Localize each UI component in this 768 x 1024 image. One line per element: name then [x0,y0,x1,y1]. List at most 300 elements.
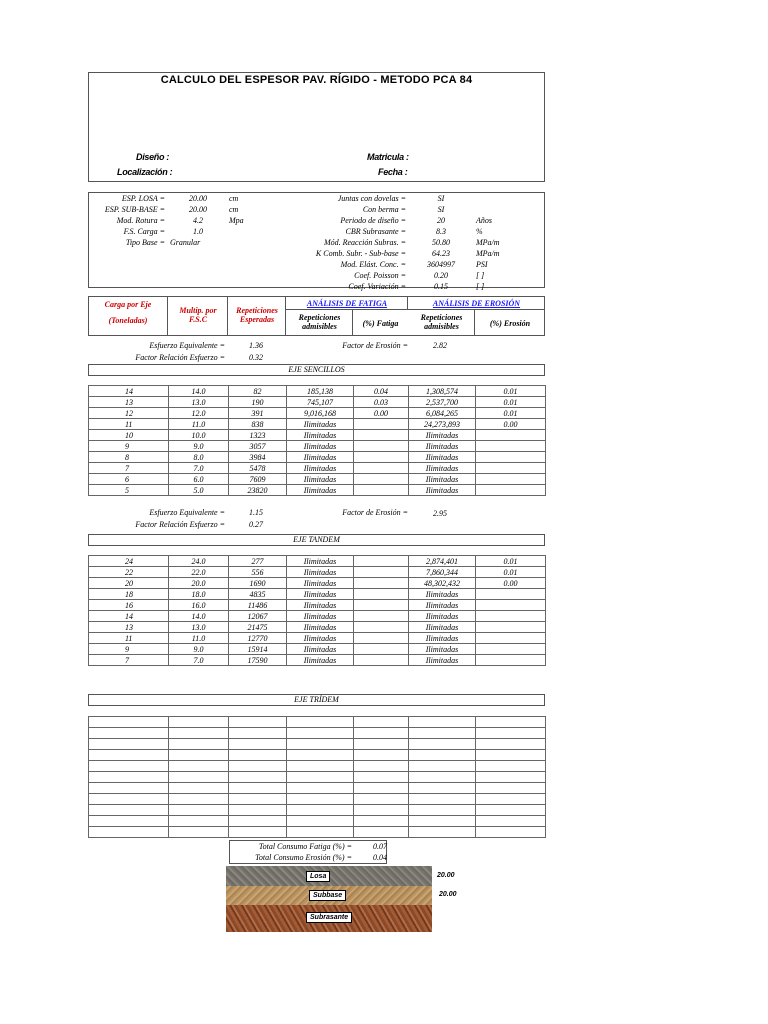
table-cell [409,739,476,750]
table-row [89,728,546,739]
table-cell: 82 [229,386,287,397]
table-cell: 13.0 [169,622,229,633]
table-cell [89,794,169,805]
param-right-unit: [ ] [476,271,485,280]
table-cell: 7 [89,463,169,474]
table-cell [169,772,229,783]
param-right-label: Periodo de diseño = [340,216,406,225]
table-cell: 24 [89,556,169,567]
table-cell [354,772,409,783]
table-cell: 556 [229,567,287,578]
param-right-label: K Comb. Subr. - Sub-base = [315,249,406,258]
table-cell: 0.04 [354,386,409,397]
table-cell: 6 [89,474,169,485]
tandem-esfuerzo-value: 1.15 [249,508,263,517]
table-row [89,611,546,622]
table-cell: Ilimitadas [287,452,354,463]
param-left-unit [229,226,259,237]
table-cell [354,644,409,655]
table-cell: 16.0 [169,600,229,611]
table-cell [169,761,229,772]
table-cell: Ilimitadas [409,600,476,611]
table-cell: 7,860,344 [409,567,476,578]
table-cell [287,750,354,761]
table-cell: Ilimitadas [287,567,354,578]
table-cell [287,772,354,783]
table-row [89,794,546,805]
param-right-value: 8.3 [436,227,446,236]
tandem-esfuerzo-label: Esfuerzo Equivalente = [149,508,225,517]
table-cell: 24,273,893 [409,419,476,430]
rep-admisibles-erosion-label: Repeticiones admisibles [420,313,463,331]
header-box [88,72,545,182]
param-right-label: Mod. Elást. Conc. = [340,260,406,269]
table-cell: 838 [229,419,287,430]
total-erosion-label: Total Consumo Erosión (%) = [255,853,352,862]
table-cell: 11.0 [169,633,229,644]
table-cell [287,761,354,772]
table-cell: Ilimitadas [409,485,476,496]
param-right-label: CBR Subrasante = [345,227,406,236]
table-row [89,441,546,452]
table-cell: Ilimitadas [409,430,476,441]
table-cell: 14 [89,386,169,397]
table-cell [476,430,546,441]
sencillos-esfuerzo-label: Esfuerzo Equivalente = [149,341,225,350]
table-cell: Ilimitadas [409,589,476,600]
table-cell: 22.0 [169,567,229,578]
table-cell [354,430,409,441]
table-cell: 11.0 [169,419,229,430]
table-cell [354,816,409,827]
table-cell [476,600,546,611]
table-cell: Ilimitadas [287,419,354,430]
table-cell [476,463,546,474]
table-cell: 12770 [229,633,287,644]
table-cell [476,611,546,622]
table-row [89,772,546,783]
table-cell [476,783,546,794]
sencillos-erosion-value: 2.82 [433,341,447,350]
table-cell [354,452,409,463]
table-cell [169,739,229,750]
table-cell [354,827,409,838]
table-cell: 9 [89,441,169,452]
subbase-thickness: 20.00 [439,891,457,898]
table-cell [409,783,476,794]
table-cell: 12.0 [169,408,229,419]
param-right-label: Coef. Variación = [348,282,406,291]
table-cell [287,805,354,816]
table-cell: Ilimitadas [287,655,354,666]
table-cell: 18.0 [169,589,229,600]
table-cell [229,772,287,783]
table-row [89,419,546,430]
table-cell [409,761,476,772]
table-cell [229,827,287,838]
table-cell: 24.0 [169,556,229,567]
table-cell: 10 [89,430,169,441]
table-cell [476,772,546,783]
table-cell [354,567,409,578]
table-row [89,739,546,750]
param-left-label: Tipo Base = [125,238,165,247]
table-cell: 5478 [229,463,287,474]
table-cell: Ilimitadas [409,452,476,463]
param-left-value: 4.2 [193,216,203,225]
table-cell [354,805,409,816]
pct-erosion-label: (%) Erosión [489,319,531,328]
table-cell: 7.0 [169,463,229,474]
table-cell [287,783,354,794]
table-cell [476,794,546,805]
table-cell: Ilimitadas [287,633,354,644]
table-row [89,578,546,589]
table-cell: 5.0 [169,485,229,496]
table-cell: 3057 [229,441,287,452]
table-cell: Ilimitadas [287,644,354,655]
table-cell [169,728,229,739]
table-row [89,474,546,485]
param-right-label: Coef. Poisson = [354,271,406,280]
table-cell: Ilimitadas [287,474,354,485]
table-cell: 12067 [229,611,287,622]
table-cell: 6,084,265 [409,408,476,419]
table-row [89,397,546,408]
table-cell [476,655,546,666]
table-cell: Ilimitadas [287,578,354,589]
table-row [89,589,546,600]
table-row [89,622,546,633]
table-cell: 13 [89,397,169,408]
total-fatiga-value: 0.07 [373,842,387,851]
diseno-label: Diseño : [136,152,170,162]
table-cell [476,589,546,600]
table-row [89,655,546,666]
param-left-unit: cm [229,205,239,214]
table-cell [354,578,409,589]
table-cell [476,739,546,750]
table-cell [476,750,546,761]
table-cell: 17590 [229,655,287,666]
table-row [89,783,546,794]
table-cell: 7 [89,655,169,666]
table-cell: 20 [89,578,169,589]
table-cell: 6.0 [169,474,229,485]
table-row [89,556,546,567]
param-right-value: 50.80 [432,238,450,247]
table-cell: 9 [89,644,169,655]
sencillos-title: EJE SENCILLOS [88,364,545,376]
table-cell [354,655,409,666]
param-right-value: SI [437,194,445,203]
sencillos-erosion-label: Factor de Erosión = [342,341,408,350]
param-left-unit: Mpa [229,216,244,225]
table-cell: 4835 [229,589,287,600]
table-cell: 0.01 [476,556,546,567]
param-right-unit: % [476,227,483,236]
table-cell: 2,537,700 [409,397,476,408]
table-cell [354,739,409,750]
table-cell: Ilimitadas [409,644,476,655]
table-cell: 1,308,574 [409,386,476,397]
table-cell [476,728,546,739]
fecha-label: Fecha : [378,167,408,177]
param-left-unit [229,237,259,248]
param-right-unit: MPa/m [476,249,500,258]
table-row [89,430,546,441]
table-cell [169,827,229,838]
table-row [89,717,546,728]
table-row [89,463,546,474]
table-cell [476,644,546,655]
table-cell: 0.01 [476,408,546,419]
param-left-value: 20.00 [189,194,207,203]
table-cell: Ilimitadas [409,611,476,622]
table-cell: Ilimitadas [409,655,476,666]
table-cell: 277 [229,556,287,567]
table-cell [409,816,476,827]
pct-fatiga-label: (%) Fatiga [362,319,399,328]
table-cell: 0.01 [476,397,546,408]
table-cell: 11 [89,419,169,430]
table-cell [354,600,409,611]
table-cell: 16 [89,600,169,611]
table-cell [89,805,169,816]
table-cell: 7.0 [169,655,229,666]
table-cell: 23820 [229,485,287,496]
tandem-title: EJE TANDEM [88,534,545,546]
table-cell: 2,874,401 [409,556,476,567]
param-left-label: Mod. Rotura = [116,216,165,225]
param-right-value: 20 [437,216,445,225]
table-cell [354,589,409,600]
table-row [89,805,546,816]
table-cell [476,441,546,452]
param-right-value: 0.20 [434,271,448,280]
table-cell [229,717,287,728]
table-cell [287,827,354,838]
table-cell [354,611,409,622]
table-cell: 15914 [229,644,287,655]
table-cell [476,622,546,633]
table-cell [229,739,287,750]
table-cell [169,794,229,805]
subrasante-label: Subrasante [306,912,352,923]
erosion-title: ANÁLISIS DE EROSIÓN [432,299,521,308]
table-cell: Ilimitadas [409,474,476,485]
table-row [89,816,546,827]
table-cell: 13.0 [169,397,229,408]
param-right-unit: Años [476,216,492,225]
table-cell [476,805,546,816]
table-cell: 11486 [229,600,287,611]
repeticiones-esperadas-label: Repeticiones Esperadas [236,306,278,324]
sencillos-esfuerzo-value: 1.36 [249,341,263,350]
table-cell [89,739,169,750]
total-fatiga-label: Total Consumo Fatiga (%) = [258,842,352,851]
table-cell [354,463,409,474]
table-cell: 10.0 [169,430,229,441]
table-row [89,600,546,611]
table-cell: 9,016,168 [287,408,354,419]
param-left-label: F.S. Carga = [123,227,165,236]
table-cell [287,816,354,827]
table-cell: 20.0 [169,578,229,589]
table-cell: 1690 [229,578,287,589]
table-cell [229,794,287,805]
table-cell: Ilimitadas [287,622,354,633]
table-cell: Ilimitadas [287,589,354,600]
sencillos-factor-value: 0.32 [249,353,263,362]
param-left-unit: cm [229,194,239,203]
table-cell: Ilimitadas [287,441,354,452]
table-cell: 190 [229,397,287,408]
page-title: CALCULO DEL ESPESOR PAV. RÍGIDO - METODO PCA 84 [160,74,473,86]
table-cell [169,783,229,794]
table-cell [409,805,476,816]
table-cell: 14.0 [169,386,229,397]
table-cell [476,816,546,827]
tandem-erosion-label: Factor de Erosión = [342,508,408,517]
table-cell: 0.01 [476,386,546,397]
table-cell [409,827,476,838]
table-cell [476,485,546,496]
table-cell [354,556,409,567]
param-right-value: SI [437,205,445,214]
localizacion-label: Localización : [117,167,173,177]
param-left-label: ESP. LOSA = [121,194,165,203]
tridem-table [88,716,546,838]
table-cell [89,761,169,772]
table-cell: 48,302,432 [409,578,476,589]
table-cell: 9.0 [169,644,229,655]
table-row [89,633,546,644]
table-cell [287,717,354,728]
param-left-value: 1.0 [193,227,203,236]
table-cell: 0.01 [476,567,546,578]
table-cell [354,419,409,430]
table-cell [89,717,169,728]
table-cell [354,633,409,644]
table-row [89,827,546,838]
table-cell: 0.00 [476,419,546,430]
table-cell [409,772,476,783]
table-cell [89,827,169,838]
table-cell [287,728,354,739]
table-cell: 14 [89,611,169,622]
param-left-label: ESP. SUB-BASE = [104,205,165,214]
table-row [89,485,546,496]
table-cell [409,794,476,805]
param-right-unit: PSI [476,260,488,269]
table-cell [354,728,409,739]
param-right-label: Juntas con dovelas = [337,194,406,203]
table-cell [476,717,546,728]
table-cell [354,441,409,452]
param-right-value: 64.23 [432,249,450,258]
table-cell: Ilimitadas [287,556,354,567]
table-cell: 0.00 [476,578,546,589]
table-cell: 18 [89,589,169,600]
param-right-unit [476,193,516,204]
tridem-title: EJE TRÍDEM [88,694,545,706]
losa-thickness: 20.00 [437,872,455,879]
table-cell [89,783,169,794]
table-cell: Ilimitadas [287,463,354,474]
table-cell: 0.00 [354,408,409,419]
table-cell: 7609 [229,474,287,485]
param-left-value: Granular [170,238,201,247]
table-cell: 185,138 [287,386,354,397]
total-erosion-value: 0.04 [373,853,387,862]
table-cell [476,474,546,485]
table-cell: 12 [89,408,169,419]
table-cell [354,622,409,633]
table-cell [476,761,546,772]
table-row [89,761,546,772]
param-right-unit: [ ] [476,282,485,291]
table-cell: 11 [89,633,169,644]
table-row [89,644,546,655]
fatiga-title: ANÁLISIS DE FATIGA [306,299,388,308]
param-right-unit [476,204,516,215]
param-right-value: 0.15 [434,282,448,291]
subbase-label: Subbase [309,890,346,901]
table-cell: 22 [89,567,169,578]
param-left-value: 20.00 [189,205,207,214]
table-cell: 13 [89,622,169,633]
param-right-label: Con berma = [362,205,406,214]
table-cell [89,772,169,783]
table-cell [354,783,409,794]
table-cell: 1323 [229,430,287,441]
table-cell [354,717,409,728]
table-cell [287,794,354,805]
table-cell [354,794,409,805]
table-cell [89,750,169,761]
table-cell: 8 [89,452,169,463]
matricula-label: Matricula : [367,152,409,162]
rep-admisibles-fatiga-label: Repeticiones admisibles [298,313,341,331]
table-cell [229,783,287,794]
table-row [89,750,546,761]
table-row [89,386,546,397]
table-cell [409,728,476,739]
sencillos-table [88,385,546,496]
sencillos-factor-label: Factor Relación Esfuerzo = [135,353,225,362]
table-cell [476,827,546,838]
table-cell [169,750,229,761]
table-cell: Ilimitadas [287,485,354,496]
toneladas-label: (Toneladas) [108,316,148,325]
table-cell: Ilimitadas [409,633,476,644]
table-cell: Ilimitadas [287,600,354,611]
table-cell: 0.03 [354,397,409,408]
table-cell [229,750,287,761]
multip-label: Multip. por F.S.C [179,306,217,324]
table-cell: Ilimitadas [409,622,476,633]
table-cell: Ilimitadas [287,430,354,441]
table-cell [169,816,229,827]
table-cell [476,633,546,644]
table-cell: 9.0 [169,441,229,452]
param-right-unit: MPa/m [476,238,500,247]
table-cell [354,761,409,772]
table-cell [287,739,354,750]
table-cell [229,805,287,816]
table-row [89,567,546,578]
